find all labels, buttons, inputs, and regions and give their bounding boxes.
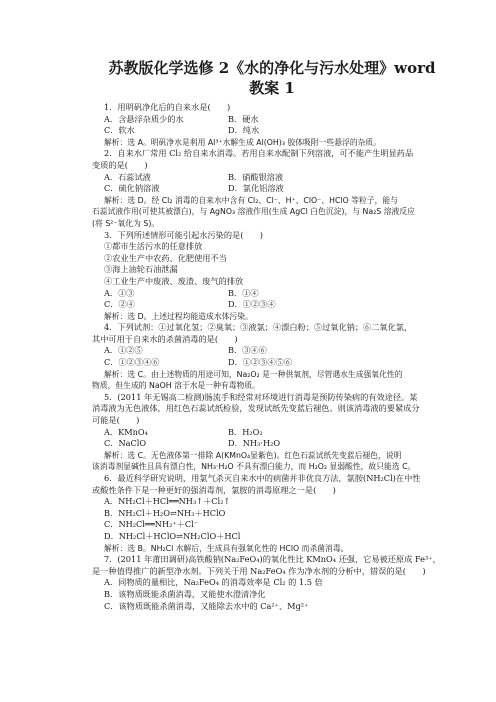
q2-stem-2: 变质的是( ): [92, 159, 148, 170]
q6-answer: 解析：选 B。NH₂Cl 水解后，生成具有强氧化性的 HClO 而杀菌消毒。: [104, 543, 349, 553]
q7-option-a: A．同物质的量相比，Na₂FeO₄ 的消毒效率是 Cl₂ 的 1.5 倍: [104, 577, 323, 588]
q4-answer-1: 解析：选 C。由上述物质的用途可知，Na₂O₂ 是一种供氧剂，尽管遇水生成强氧化性的: [104, 369, 403, 379]
q2-answer-3: (将 S²⁻氧化为 S)。: [92, 218, 160, 228]
q1-answer: 解析：选 A。明矾净水是利用 Al³⁺水解生成 Al(OH)₃ 胶体吸附一些悬浮的杂质。: [104, 137, 382, 147]
q5-options-row1: [92, 427, 458, 439]
q2-answer-2: 石蕊试液作用(可使其被漂白)，与 AgNO₃ 溶液作用(生成 AgCl 白色沉淀)，与 Na₂S 溶液反应: [92, 207, 415, 217]
q4-stem-1: 4．下列试剂：①过氧化氢；②臭氧；③液氯；④漂白粉；⑤过氧化钠；⑥二氧化氯，: [104, 322, 413, 333]
q1-option-d: D．纯水: [228, 125, 260, 136]
q6-option-d: D．NH₂Cl＋HClO⇌NH₂ClO＋HCl: [104, 530, 241, 541]
q5-options-row2: [92, 438, 458, 450]
q3-options-row2: [92, 299, 458, 311]
q4-options-row2: [92, 357, 458, 369]
q3-option-a: A．①③: [104, 287, 135, 298]
q3-options-row1: [92, 288, 458, 300]
q4-option-a: A．①②⑤: [104, 345, 143, 356]
q1-option-c: C．软水: [104, 125, 135, 136]
q3-item-1: ①都市生活污水的任意排放: [104, 241, 203, 252]
q5-option-d: D．NH₃·H₂O: [228, 438, 281, 449]
q2-stem-1: 2．自来水厂常用 Cl₂ 给自来水消毒。若用自来水配制下列溶液，可不能产生明显药品: [104, 148, 414, 159]
q5-option-b: B．H₂O₂: [228, 426, 263, 437]
q3-item-2: ②农业生产中农药、化肥使用不当: [104, 252, 227, 263]
q4-options-row1: [92, 345, 458, 357]
q4-option-c: C．①②③④⑥: [104, 357, 160, 368]
q6-option-b: B．NH₂Cl＋H₂O⇌NH₃＋HClO: [104, 507, 226, 518]
q1-options-row2: [92, 125, 458, 137]
q1-stem: 1．用明矾净化后的自来水是( ): [104, 102, 231, 112]
q3-option-b: B．①④: [228, 287, 259, 298]
q4-option-b: B．③④⑥: [228, 345, 267, 356]
q3-answer: 解析：选 D。上述过程均能造成水体污染。: [104, 311, 253, 321]
q7-option-b: B．该物质既能杀菌消毒，又能使水澄清净化: [104, 588, 266, 599]
q2-options-row1: [92, 172, 458, 184]
q5-option-a: A．KMnO₄: [104, 426, 148, 437]
q5-stem-3: 可能是( ): [92, 415, 140, 426]
q6-option-c: C．NH₂Cl══NH₂⁺＋Cl⁻: [104, 519, 199, 530]
q2-option-a: A．石蕊试液: [104, 171, 151, 182]
q7-option-c: C．该物质既能杀菌消毒，又能除去水中的 Ca²⁺、Mg²⁺: [104, 600, 309, 611]
q4-answer-2: 物质，但生成的 NaOH 溶于水是一种有毒物质。: [92, 381, 260, 391]
q5-option-c: C．NaClO: [104, 438, 147, 449]
q1-option-b: B．硬水: [228, 113, 259, 124]
q5-stem-1: 5．(2011 年无锡高二检测)肠流手和经常对环境进行消毒是预防传染病的有效途径。某: [104, 391, 418, 402]
q4-stem-2: 其中可用于自来水的杀菌消毒的是( ): [92, 333, 238, 344]
title-line-1: 苏教版化学选修 2《水的净化与污水处理》word: [108, 59, 436, 77]
q2-answer-1: 解析：选 D。经 Cl₂ 消毒的自来水中含有 Cl₂、Cl⁻、H⁺、ClO⁻、HClO 等粒子，能与: [104, 195, 398, 205]
q2-option-c: C．硫化钠溶液: [104, 183, 160, 194]
q3-item-4: ④工业生产中废液、废渣、废气的排放: [104, 275, 244, 286]
q5-answer-1: 解析：选 C。无色液体第一排除 A(KMnO₄显紫色)。红色石蕊试纸先变蓝后褪色，说明: [104, 450, 402, 460]
q7-stem-2: 是一种值得推广的新型净水剂。下列关于用 Na₂FeO₄ 作为净水剂的分析中，错误的是( ): [92, 565, 426, 576]
title-line-2: 教案 1: [249, 79, 295, 97]
q3-option-d: D．①②③④: [228, 299, 276, 310]
q7-stem-1: 7．(2011 年莆田调研)高铁酸钠(Na₂FeO₄)的氧化性比 KMnO₄ 还强，它易被还原成 Fe³⁺，: [104, 554, 441, 565]
document-body: [92, 102, 458, 612]
q4-option-d: D．①②③④⑤⑥: [228, 357, 292, 368]
q3-stem: 3．下列所述情形可能引起水污染的是( ): [104, 229, 263, 240]
q2-option-d: D．氯化铝溶液: [228, 183, 284, 194]
q2-option-b: B．硝酸银溶液: [228, 171, 284, 182]
q6-stem-1: 6．最近科学研究说明，用氯气杀灭自来水中的病菌并非优良方法，氯胺(NH₂Cl)在中性: [104, 473, 421, 483]
q3-item-3: ③海上油轮石油泄漏: [104, 264, 178, 275]
q6-option-a: A．NH₂Cl＋HCl══NH₃↑＋Cl₂↑: [104, 496, 231, 507]
q2-options-row2: [92, 183, 458, 195]
q1-option-a: A．含悬浮杂质少的水: [104, 113, 184, 124]
q3-option-c: C．②④: [104, 299, 135, 310]
q5-answer-2: 该消毒剂显碱性且具有漂白性，NH₃·H₂O 不具有漂白能力，而 H₂O₂ 显弱酸性，故只能选 C。: [92, 462, 416, 472]
page-title: [86, 58, 458, 98]
q1-options-row1: [92, 114, 458, 126]
q5-stem-2: 消毒液为无色液体，用红色石蕊试纸检验，发现试纸先变蓝后褪色。则该消毒液的要紧成分: [92, 403, 420, 414]
q6-stem-2: 或酸性条件下是一种更好的强消毒剂，氯胺的消毒原理之一是( ): [92, 484, 336, 495]
